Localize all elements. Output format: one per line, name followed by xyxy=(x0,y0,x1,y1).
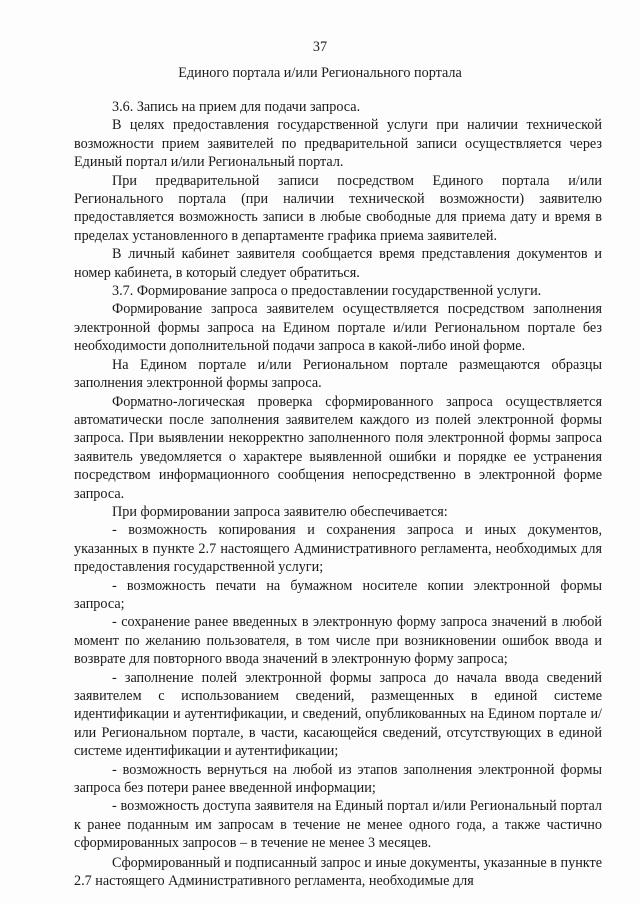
list-item: - возможность доступа заявителя на Единый портал и/или Региональный портал к ранее поданным им запросам в течение не менее одного года, а также частично сформированных запросов – в течение не менее 3 месяцев. xyxy=(74,798,602,852)
paragraph: В целях предоставления государственной услуги при наличии технической возможности прием заявителей по предварительной записи осуществляется через Единый портал и/или Региональный портал. xyxy=(74,117,602,171)
paragraph: Сформированный и подписанный запрос и иные документы, указанные в пункте 2.7 настоящего Административного регламента, необходимые для xyxy=(74,854,602,890)
list-item: - сохранение ранее введенных в электронную форму запроса значений в любой момент по желанию пользователя, в том числе при возникновении ошибок ввода и возврате для повторного ввода значений в электронную форму запроса; xyxy=(74,614,602,668)
list-item: - возможность копирования и сохранения запроса и иных документов, указанных в пункте 2.7 настоящего Административного регламента, необходимых для предоставления государственной услуги; xyxy=(74,522,602,576)
paragraph: При предварительной записи посредством Единого портала и/или Регионального портала (при наличии технической возможности) заявителю предоставляется возможность записи в любые свободные для приема дату и время в пределах установленного в департаменте графика приема заявителей. xyxy=(74,172,602,244)
paragraph: В личный кабинет заявителя сообщается время представления документов и номер кабинета, в который следует обратиться. xyxy=(74,246,602,281)
paragraph: Формирование запроса заявителем осуществляется посредством заполнения электронной формы запроса на Едином портале и/или Региональном портале без необходимости дополнительной подачи запроса в какой-либо иной форме. xyxy=(74,301,602,355)
list-item: - заполнение полей электронной формы запроса до начала ввода сведений заявителем с использованием сведений, размещенных в единой системе идентификации и аутентификации, и сведений, опубликованных на Едином портале и/или Региональном портале, в части, касающейся сведений, отсутствующих в единой системе идентификации и аутентификации; xyxy=(74,669,602,760)
paragraph: На Едином портале и/или Региональном портале размещаются образцы заполнения электронной формы запроса. xyxy=(74,356,602,392)
paragraph: При формировании запроса заявителю обеспечивается: xyxy=(112,503,448,520)
document-body xyxy=(74,98,602,890)
section-heading: 3.6. Запись на прием для подачи запроса. xyxy=(112,99,361,115)
list-item: - возможность вернуться на любой из этапов заполнения электронной формы запроса без потери ранее введенной информации; xyxy=(74,761,602,797)
paragraph: Форматно-логическая проверка сформированного запроса осуществляется автоматически после заполнения заявителем каждого из полей электронной формы запроса. При выявлении некорректно заполненного поля электронной формы запроса заявитель уведомляется о характере выявленной ошибки и порядке ее устранения посредством информационного сообщения непосредственно в электронной форме запроса. xyxy=(74,393,602,502)
page-number: 37 xyxy=(312,39,328,55)
page-header: Единого портала и/или Регионального портала xyxy=(178,65,462,81)
section-heading: 3.7. Формирование запроса о предоставлении государственной услуги. xyxy=(112,283,542,300)
list-item: - возможность печати на бумажном носителе копии электронной формы запроса; xyxy=(74,577,602,612)
